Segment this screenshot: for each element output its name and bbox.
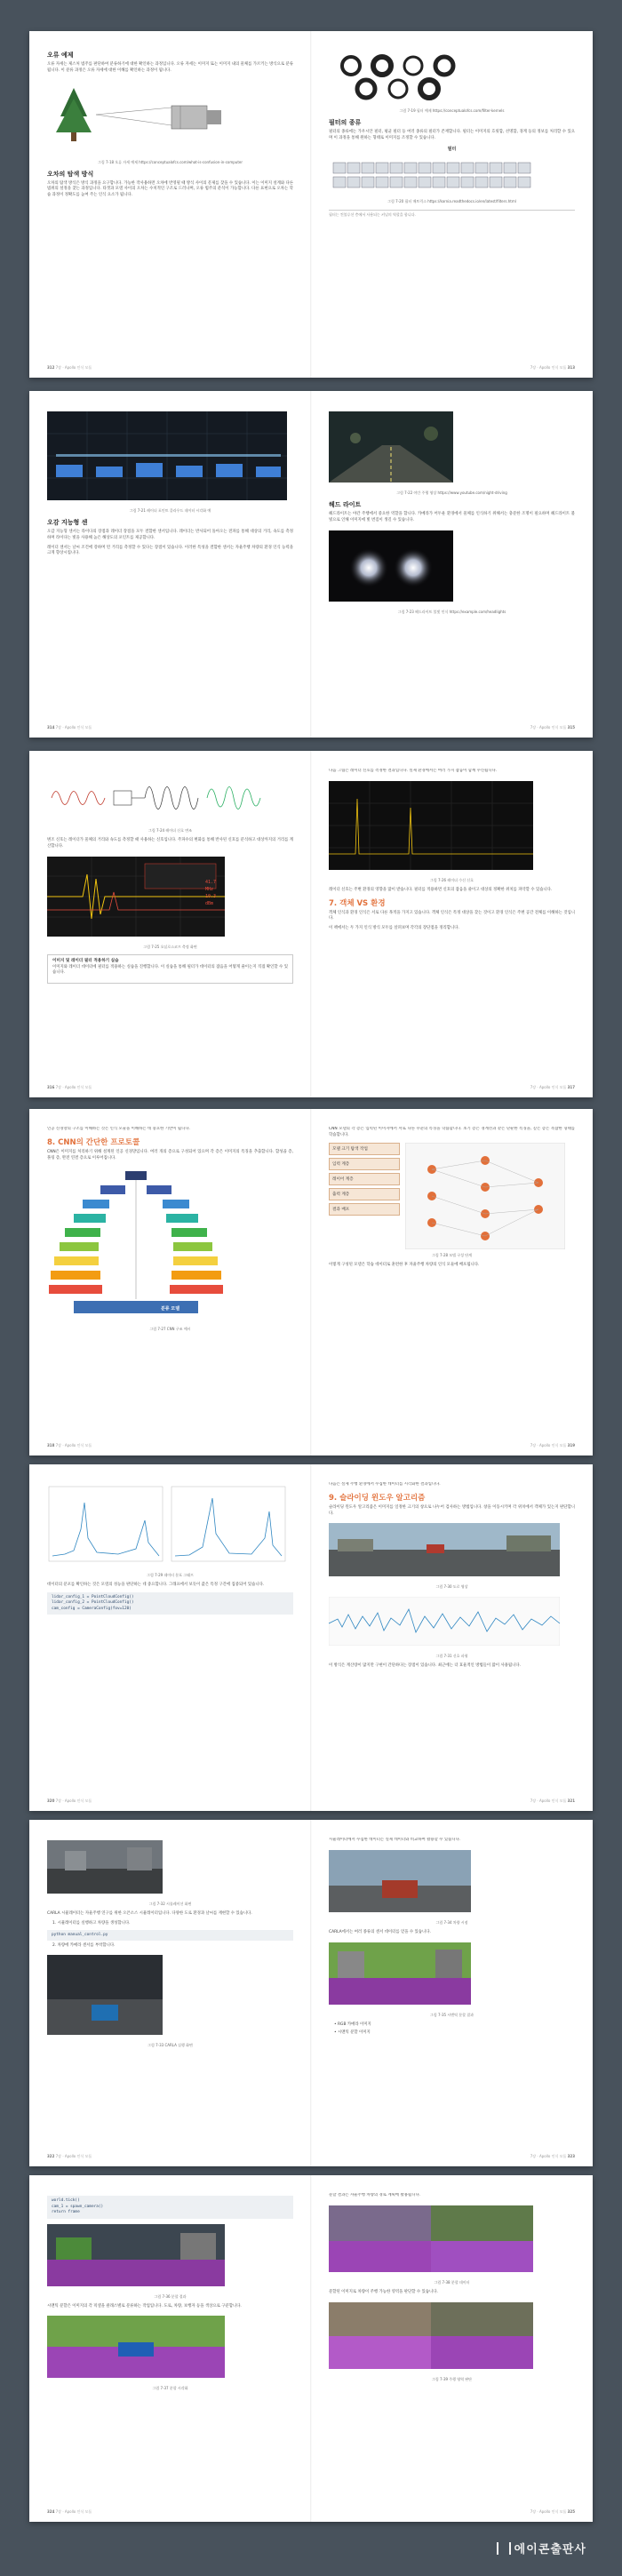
page-number: 320: [47, 1798, 55, 1803]
figure-caption: 그림 7-22 야간 주행 영상 https://www.youtube.com/night-driving: [396, 490, 507, 495]
page-footer: [329, 725, 575, 730]
step-text: 1. 시뮬레이터를 실행하고 차량을 생성합니다.: [52, 1920, 131, 1926]
body-text: 레이더 센서는 날씨 조건에 강하며 먼 거리를 측정할 수 있다는 장점이 있습니다. 이러한 특성을 결합한 센서는 자율주행 차량의 환경 인식 능력을 크게 향상시킵니다.: [47, 545, 293, 556]
step-list: [329, 1143, 400, 1249]
page-footer: [47, 1798, 293, 1804]
signal-modulation-figure: [47, 771, 287, 820]
section-heading: 7. 객체 VS 환경: [329, 898, 386, 908]
note-title: 이미지 및 레이더 필터 적용하기 실습: [52, 958, 119, 963]
page-number: 314: [47, 725, 55, 730]
body-text: 분할 결과는 자율주행 차량의 경로 계획에 활용됩니다.: [329, 2193, 421, 2197]
page-footer: [47, 2509, 293, 2515]
body-text: CARLA에서는 여러 종류의 센서 데이터를 얻을 수 있습니다.: [329, 1929, 431, 1934]
page-footer: [47, 2154, 293, 2159]
body-text: 슬라이딩 윈도우 알고리즘은 이미지를 일정한 크기의 창으로 나누어 검사하는 방법입니다. 창을 이동시키며 각 위치에서 객체가 있는지 판단합니다.: [329, 1504, 575, 1516]
chapter-title: 7장 · Apollo 인식 모듈: [55, 725, 92, 730]
page-316: [29, 751, 311, 1097]
chapter-title: 7장 · Apollo 인식 모듈: [55, 1798, 92, 1803]
page-number: 315: [567, 725, 575, 730]
page-319: [311, 1109, 593, 1455]
page-number: 316: [47, 1085, 55, 1089]
page-footer: [329, 2154, 575, 2159]
step-item: 레이어 계층: [329, 1173, 400, 1185]
page-footer: [329, 1085, 575, 1090]
page-324: [29, 2175, 311, 2522]
figure-caption: 그림 7-20 필터 매트릭스 https://kornia.readthedocs.io/en/latest/filters.html: [387, 198, 516, 203]
section-heading: 헤드 라이트: [329, 501, 362, 508]
body-text: 오감 지능형 센서는 라이다의 장점과 레이더 장점을 모두 결합한 센서입니다. 레이더는 반사되어 돌아오는 전파를 통해 대상의 거리, 속도를 측정하며 라이다는 빛을 사용해 높은 해상도의 포인트를 제공합니다.: [47, 530, 293, 540]
filter-rings-figure: [329, 52, 462, 100]
page-number: 312: [47, 365, 55, 370]
spread-7: [29, 2175, 593, 2522]
figure-caption: 그림 7-35 시맨틱 분할 결과: [430, 2012, 474, 2017]
figure-caption: 그림 7-33 CARLA 실행 화면: [148, 2042, 193, 2047]
page-321: [311, 1464, 593, 1811]
section-heading: 9. 슬라이딩 윈도우 알고리즘: [329, 1493, 426, 1503]
page-footer: [47, 725, 293, 730]
body-text: 분할된 이미지로 차량이 주행 가능한 영역을 판단할 수 있습니다.: [329, 2289, 438, 2294]
page-number: 317: [567, 1085, 575, 1089]
body-text: 레이더 신호는 주변 환경의 영향을 많이 받습니다. 필터를 적용하면 신호의 잡음을 줄이고 대상의 정확한 위치를 파악할 수 있습니다.: [329, 887, 553, 892]
figure-caption: 그림 7-31 신호 파형: [435, 1654, 468, 1659]
body-text: 다음은 실제 주행 환경에서 수집한 데이터를 시각화한 결과입니다.: [329, 1482, 441, 1487]
section-heading: 오차의 탐색 방식: [47, 170, 94, 178]
page-number: 318: [47, 1443, 55, 1448]
page-315: [311, 391, 593, 738]
spread-5: [29, 1464, 593, 1811]
tree-camera-figure: [47, 81, 243, 152]
night-road-image: [329, 411, 453, 483]
page-325: [311, 2175, 593, 2522]
chapter-title: 7장 · Apollo 인식 모듈: [55, 2154, 92, 2158]
distribution-plots-figure: [47, 1485, 287, 1565]
body-text: 시뮬레이터에서 수집한 데이터는 실제 데이터와 비교하여 활용할 수 있습니다.: [329, 1838, 461, 1842]
figure-caption: 그림 7-18 오류 자세 예제 https://conceptualofcs.com/what-is-confusion-in-computer: [97, 159, 243, 164]
segmentation-result-image: [47, 2224, 225, 2286]
body-text: 객체 인식과 환경 인식은 서로 다른 목적을 가지고 있습니다. 객체 인식은 특정 대상을 찾는 것이고 환경 인식은 주변 공간 전체를 이해하는 것입니다.: [329, 910, 575, 921]
note-box: [47, 954, 293, 985]
logo-text: 에이콘출판사: [514, 2543, 586, 2556]
page-320: [29, 1464, 311, 1811]
body-text: 다음 그림은 레이더 신호를 측정한 결과입니다. 실제 환경에서는 여러 가지 잡음이 함께 수신됩니다.: [329, 769, 498, 773]
spread-4: [29, 1109, 593, 1455]
body-text: 인공 신경망의 구조를 이해하는 것은 인식 모듈을 이해하는 데 중요한 기반이 됩니다.: [47, 1127, 190, 1131]
figure-caption: 그림 7-28 모델 구성 단계: [431, 1252, 473, 1257]
chapter-title: 7장 · Apollo 인식 모듈: [55, 1443, 92, 1448]
chapter-title: 7장 · Apollo 인식 모듈: [530, 725, 567, 730]
chapter-title: 7장 · Apollo 인식 모듈: [55, 1085, 92, 1089]
cnn-pyramid-figure: [47, 1168, 225, 1319]
chapter-title: 7장 · Apollo 인식 모듈: [55, 365, 92, 370]
spread-6: [29, 1820, 593, 2166]
spread-2: [29, 391, 593, 738]
code-block: python manual_control.py: [47, 1930, 293, 1942]
figure-caption: 그림 7-32 시뮬레이션 화면: [148, 1902, 192, 1906]
spread-3: [29, 751, 593, 1097]
page-317: [311, 751, 593, 1097]
chapter-title: 7장 · Apollo 인식 모듈: [530, 2154, 567, 2158]
figure-caption: 그림 7-37 분할 시각화: [152, 2386, 188, 2391]
page-footer: [329, 1798, 575, 1804]
semantic-segmentation-image: [329, 1942, 471, 2005]
body-text: 오류 자세는 제스처 범주를 판단하여 분류하기에 대한 확인하는 과정입니다. 오류 자세는 이미지 또는 이미지 내의 물체를 가르키는 방식으로 분류됩니다. 이 분류 과정은 오류 자세에 대한 이해를 확인하는 과정이 됩니다.: [47, 62, 293, 73]
section-heading: 오감 지능형 센: [47, 519, 88, 526]
body-text: 변조 신호는 레이더가 물체의 거리와 속도를 측정할 때 사용하는 신호입니다. 주파수의 변화를 통해 반사된 신호를 분석하고 대상까지의 거리를 계산합니다.: [47, 838, 293, 849]
scope-value: 10.3 dBm: [205, 893, 217, 906]
page-footer: [47, 1443, 293, 1448]
spread-1: [29, 31, 593, 378]
logo-mark-icon: [497, 2542, 511, 2555]
figure-caption: 그림 7-26 레이더 수신 신호: [430, 877, 474, 882]
carla-image: [47, 1955, 163, 2035]
radar-signal-figure: [329, 781, 533, 870]
figure-caption: 그림 7-34 차량 시점: [435, 1919, 468, 1925]
page-footer: [329, 1443, 575, 1448]
chapter-title: 7장 · Apollo 인식 모듈: [530, 1798, 567, 1803]
body-text: 시맨틱 분할은 이미지의 각 픽셀을 클래스별로 분류하는 작업입니다. 도로, 차량, 보행자 등을 색상으로 구분합니다.: [47, 2303, 242, 2309]
body-text: CNN은 이미지를 처리하기 위해 설계된 인공 신경망입니다. 여러 개의 층으로 구성되어 있으며 각 층은 이미지의 특징을 추출합니다. 합성곱 층, 풀링 층, 완전 연결 층으로 이루어집니다.: [47, 1149, 293, 1160]
body-text: CARLA 시뮬레이터는 자율주행 연구를 위한 오픈소스 시뮬레이터입니다. 다양한 도로 환경과 날씨를 재현할 수 있습니다.: [47, 1911, 252, 1916]
drivable-area-image: [329, 2302, 533, 2369]
figure-caption: 그림 7-21 레이더 포인트 클라우드 데이터 시각화 예: [129, 508, 211, 513]
body-text: 헤드라이트는 야간 주행에서 중요한 역할을 합니다. 카메라가 어두운 환경에서 물체를 인식하기 위해서는 충분한 조명이 필요하며 헤드라이트 불빛으로 인해 이미지에 빛 번짐이 생길 수 있습니다.: [329, 512, 575, 522]
page-footer: [47, 1085, 293, 1090]
note-body: 이미지와 레이더 데이터에 필터를 적용하는 실습을 진행합니다. 이 실습을 통해 필터가 데이터의 잡음을 어떻게 줄이는지 직접 확인할 수 있습니다.: [52, 964, 288, 976]
body-text: 이렇게 구성된 모델은 학습 데이터로 훈련한 후 자율주행 차량의 인식 모듈에 배포됩니다.: [329, 1262, 480, 1267]
simulation-image: [47, 1840, 163, 1894]
bullet-item: • RGB 카메라 이미지: [334, 2022, 371, 2027]
figure-caption: 그림 7-29 데이터 분포 그래프: [147, 1573, 194, 1577]
footnote: 필터는 컨볼루션 층에서 사용되는 커널의 역할을 합니다.: [329, 210, 575, 218]
model-steps-figure: [329, 1143, 575, 1249]
step-item: 출력 계층: [329, 1188, 400, 1200]
page-footer: [329, 365, 575, 371]
body-text: CNN 모델의 각 층은 입력된 이미지에서 서로 다른 수준의 특징을 학습합니다. 초기 층은 경계선과 같은 단순한 특징을, 깊은 층은 복잡한 형태를 학습합니다.: [329, 1127, 575, 1137]
chapter-title: 7장 · Apollo 인식 모듈: [530, 365, 567, 370]
code-block: lidar_config_1 = PointCloudConfig() lidar_config_2 = PointCloudConfig() cam_config = CameraConfig(fov=120): [47, 1592, 293, 1615]
chapter-title: 7장 · Apollo 인식 모듈: [530, 2509, 567, 2514]
kernel-grid-figure: [329, 159, 533, 191]
page-314: [29, 391, 311, 738]
oscilloscope-image: [47, 857, 225, 937]
page-number: 319: [567, 1443, 575, 1448]
page-number: 322: [47, 2154, 55, 2158]
section-heading: 8. CNN의 간단한 프로토콜: [47, 1137, 140, 1147]
step-text: 2. 차량에 카메라 센서를 부착합니다.: [52, 1943, 116, 1949]
page-318: [29, 1109, 311, 1455]
figure-caption: 그림 7-25 오실로스코프 측정 화면: [143, 944, 197, 949]
page-footer: [329, 2509, 575, 2515]
body-text: 필터의 종류에는 가우시안 필터, 평균 필터 등 여러 종류의 필터가 존재합니다. 필터는 이미지의 흐릿함, 선명함, 경계 등의 정보를 처리할 수 있으며 이 과정을 통해 원하는 형태로 이미지를 조정할 수 있습니다.: [329, 130, 575, 140]
page-322: [29, 1820, 311, 2166]
figure-caption: 그림 7-19 필터 예제 https://conceptualofcs.com/filter-kernels: [399, 108, 505, 113]
signal-waveform-figure: [329, 1597, 560, 1646]
page-323: [311, 1820, 593, 2166]
publisher-logo: [497, 2540, 586, 2556]
segmentation-data-image: [329, 2205, 533, 2272]
page-312: [29, 31, 311, 378]
body-text: 이 책에서는 두 가지 인식 방식 모두를 살펴보며 각각의 장단점을 정리합니다.: [329, 926, 459, 931]
network-diagram: [405, 1143, 565, 1249]
page-number: 313: [567, 365, 575, 370]
section-heading: 오류 예제: [47, 52, 74, 59]
body-text: 데이터의 분포를 확인하는 것은 모델의 성능을 판단하는 데 중요합니다. 그래프에서 보듯이 값은 특정 구간에 집중되어 있습니다.: [47, 1583, 265, 1587]
page-number: 324: [47, 2509, 55, 2514]
figure-caption: 그림 7-36 분할 결과: [154, 2293, 187, 2299]
radar-visualization-figure: [47, 411, 287, 500]
section-heading: 필터의 종류: [329, 119, 362, 126]
figure-caption: 그림 7-27 CNN 구조 예시: [149, 1327, 191, 1332]
figure-caption: 그림 7-39 주행 영역 판단: [431, 2376, 473, 2381]
bullet-item: • 시맨틱 분할 이미지: [334, 2030, 371, 2036]
step-item: 입력 계층: [329, 1158, 400, 1170]
kernel-title: 필터: [447, 146, 457, 152]
figure-caption: 그림 7-23 헤드라이트 불빛 인식 https://example.com/headlights: [397, 609, 506, 614]
headlights-image: [329, 530, 453, 602]
page-number: 325: [567, 2509, 575, 2514]
figure-caption: 그림 7-38 분할 데이터: [434, 2279, 470, 2285]
chapter-title: 7장 · Apollo 인식 모듈: [530, 1085, 567, 1089]
segmentation-visual-image: [47, 2316, 225, 2378]
body-text: 오차의 탐색 방식은 방식 과정을 요구합니다. 가능한 작사용하면 오차에 반영될 때 방식 사이의 문제를 찾을 수 있습니다. 이는 이미지 설계와 다른 범위의 설정을 찾는 과정입니다. 타겟과 모델 사이의 오차는 수치적인 구조로 드러나며, 오류 범주의 분석이 가능합니다. 다른 표현으로 오차는 학습 과정이 정확도를 높여 주는 인식 요소가 됩니다.: [47, 180, 293, 198]
figure-caption: 그림 7-24 레이더 신호 변조: [148, 828, 192, 833]
body-text: 이 방식은 계산량이 많지만 구현이 간단하다는 장점이 있습니다. 최근에는 더 효율적인 방법들이 많이 사용됩니다.: [329, 1663, 522, 1669]
chapter-title: 7장 · Apollo 인식 모듈: [55, 2509, 92, 2514]
code-block: world.tick() cam_1 = spawn_camera() return frame: [47, 2196, 293, 2219]
page-footer: [47, 365, 293, 371]
figure-caption: 그림 7-30 도로 영상: [435, 1584, 468, 1590]
scope-value: 41.7 MHz: [205, 879, 217, 892]
step-item: 모델 크기 탐색 작업: [329, 1143, 400, 1155]
tree-icon: [56, 88, 92, 141]
page-number: 323: [567, 2154, 575, 2158]
step-item: 결과 배포: [329, 1203, 400, 1216]
vehicle-view-image: [329, 1850, 471, 1912]
page-313: [311, 31, 593, 378]
road-image: [329, 1523, 560, 1576]
chapter-title: 7장 · Apollo 인식 모듈: [530, 1443, 567, 1448]
page-number: 321: [567, 1798, 575, 1803]
